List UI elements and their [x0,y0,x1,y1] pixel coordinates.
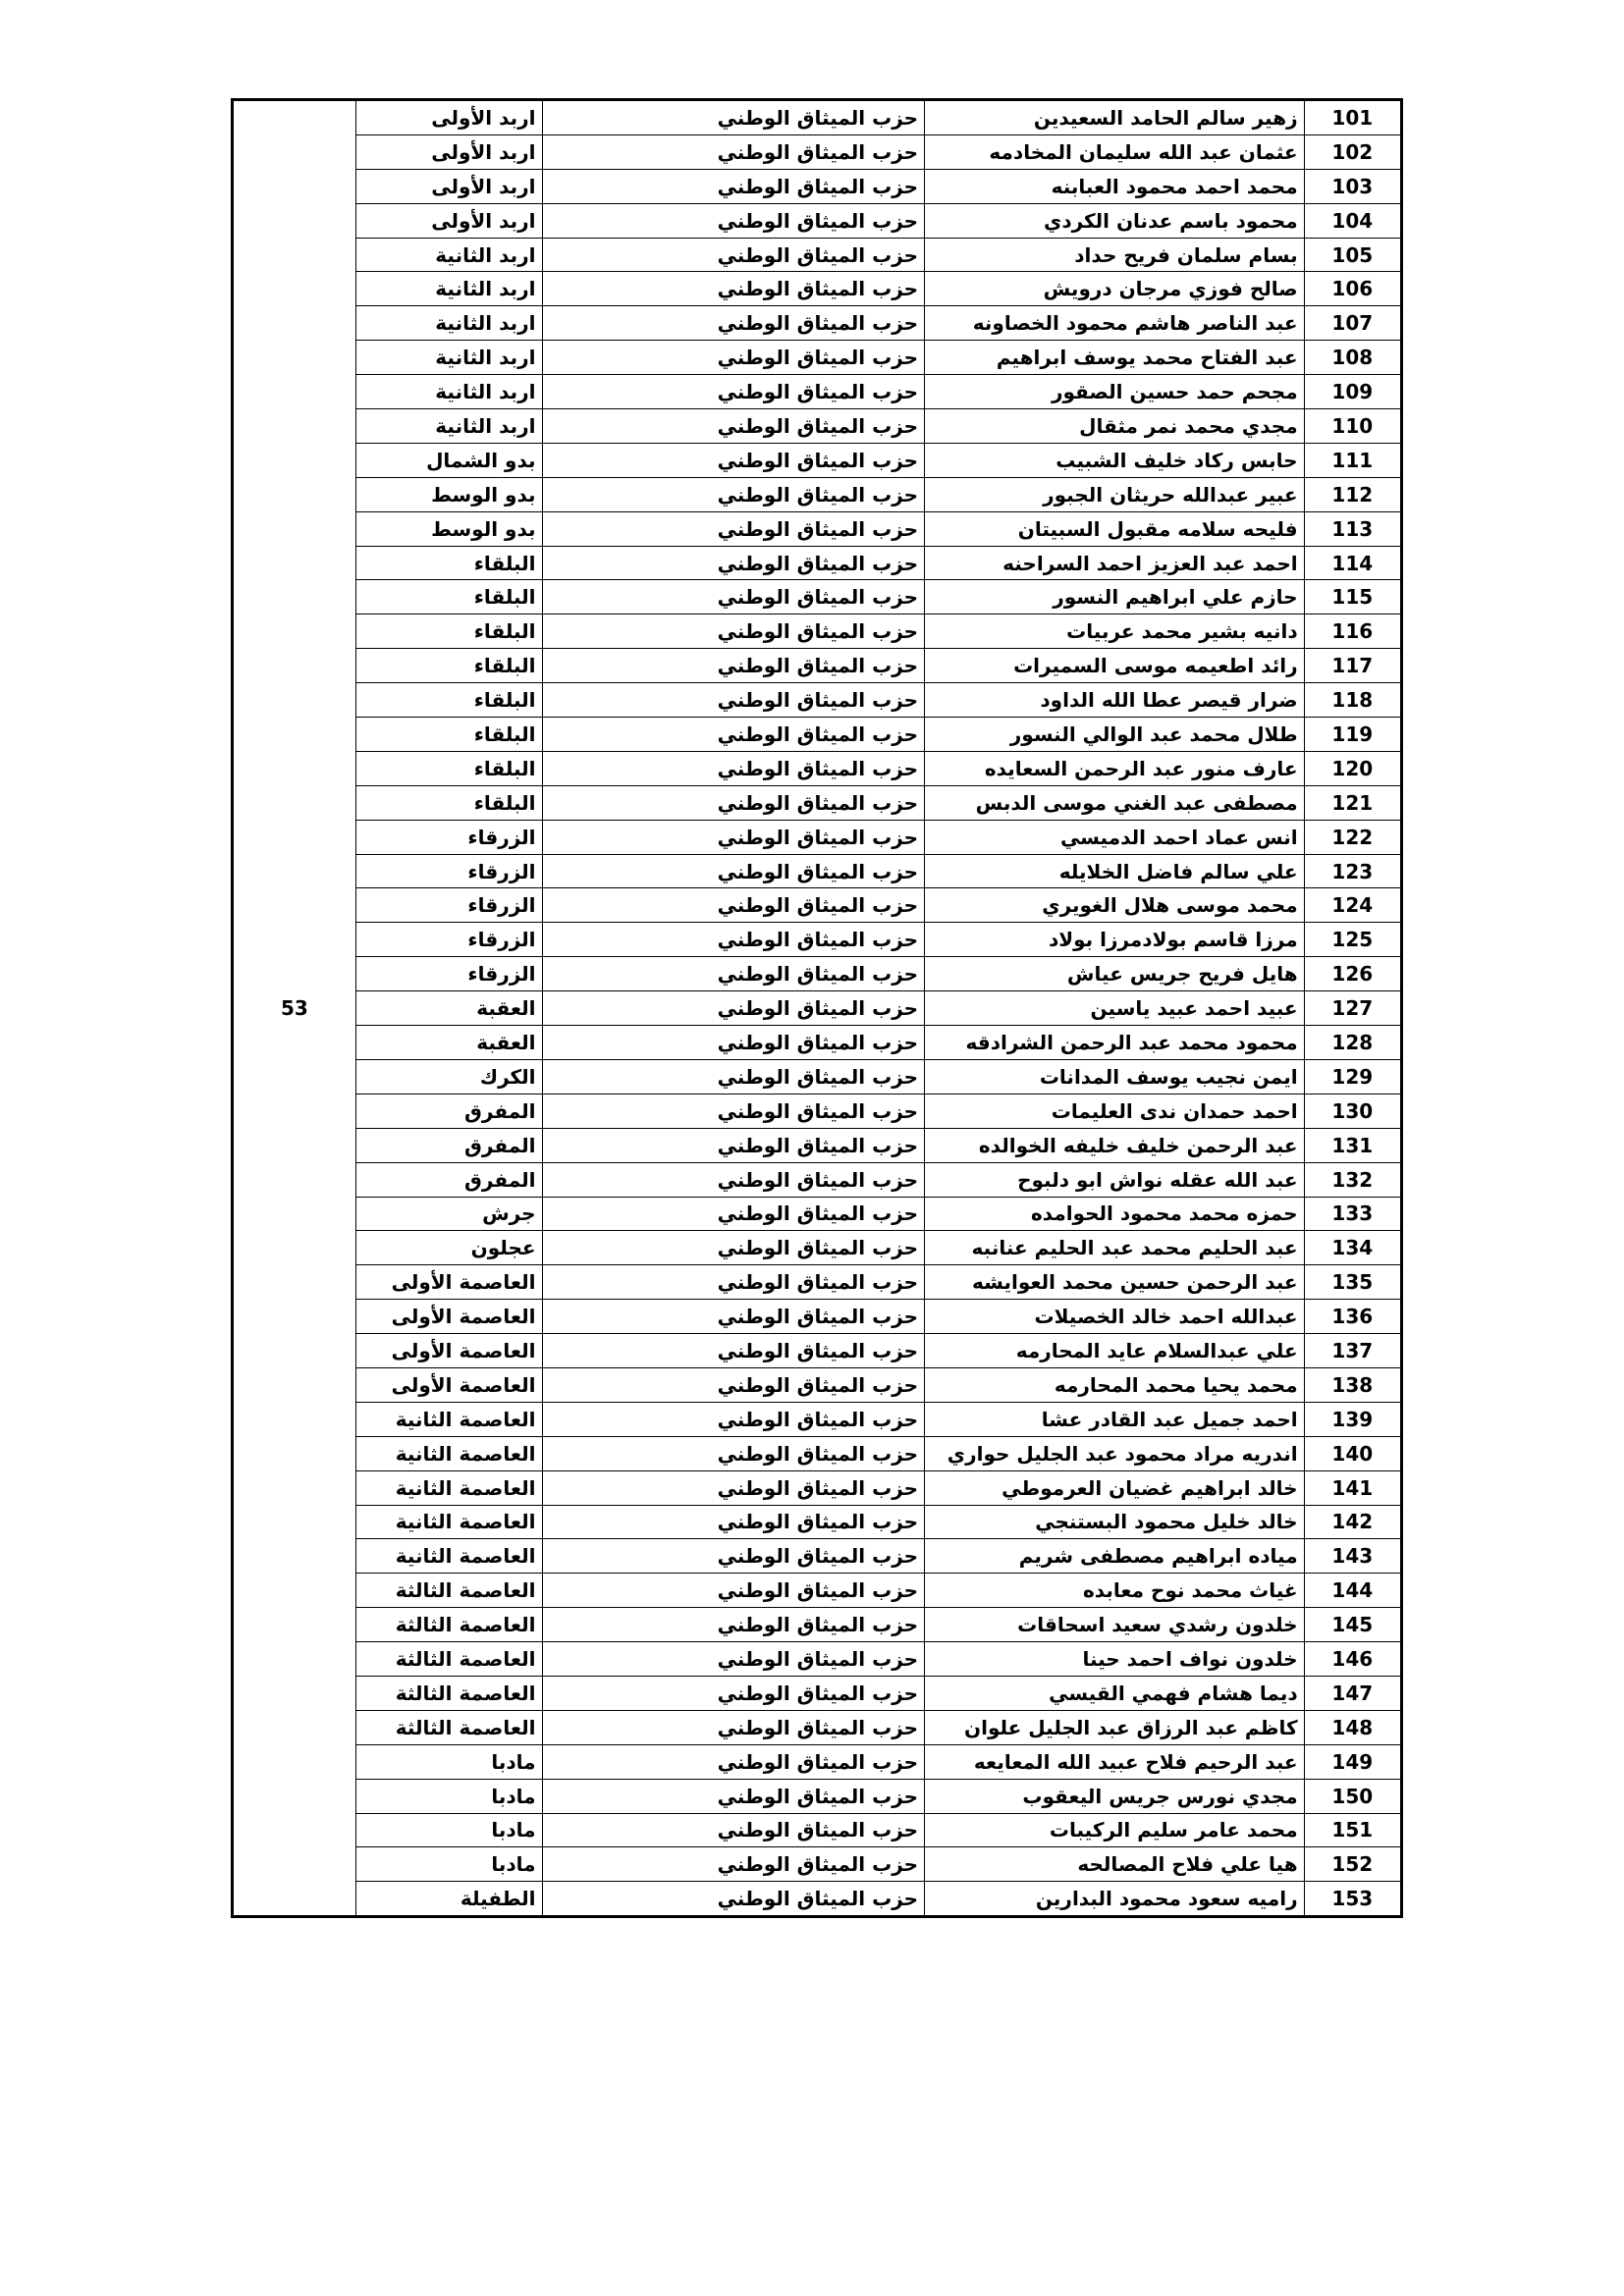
candidate-name: محمد عامر سليم الركيبات [925,1813,1305,1847]
row-number: 131 [1304,1128,1401,1162]
candidate-name: عبد الناصر هاشم محمود الخصاونه [925,306,1305,341]
party-name: حزب الميثاق الوطني [542,341,925,375]
table-row [233,306,1402,341]
candidate-name: احمد عبد العزيز احمد السراحنه [925,546,1305,580]
table-row [233,820,1402,854]
table-row [233,580,1402,614]
row-number: 132 [1304,1162,1401,1197]
table-row [233,1334,1402,1368]
row-number: 134 [1304,1231,1401,1265]
candidate-name: عبد الرحيم فلاح عبيد الله المعايعه [925,1744,1305,1779]
party-name: حزب الميثاق الوطني [542,718,925,752]
party-name: حزب الميثاق الوطني [542,1676,925,1710]
table-row [233,991,1402,1026]
candidates-table-body [233,100,1402,1917]
party-name: حزب الميثاق الوطني [542,1436,925,1470]
row-number: 147 [1304,1676,1401,1710]
table-row [233,238,1402,272]
candidate-name: خلدون نواف احمد حينا [925,1642,1305,1677]
district-name: العاصمة الثانية [355,1505,542,1539]
candidate-name: خالد خليل محمود البستنجي [925,1505,1305,1539]
table-row [233,1539,1402,1574]
district-name: اربد الأولى [355,134,542,169]
table-row [233,203,1402,238]
table-row [233,1710,1402,1744]
table-row [233,718,1402,752]
row-number: 119 [1304,718,1401,752]
table-row [233,1197,1402,1231]
table-row [233,341,1402,375]
candidate-name: عبد الله عقله نواش ابو دلبوح [925,1162,1305,1197]
party-name: حزب الميثاق الوطني [542,1744,925,1779]
district-name: بدو الشمال [355,443,542,477]
party-name: حزب الميثاق الوطني [542,923,925,957]
row-number: 125 [1304,923,1401,957]
candidate-name: احمد جميل عبد القادر عشا [925,1402,1305,1436]
district-name: الزرقاء [355,820,542,854]
table-row [233,854,1402,888]
party-name: حزب الميثاق الوطني [542,580,925,614]
candidate-name: عبد الفتاح محمد يوسف ابراهيم [925,341,1305,375]
row-number: 153 [1304,1882,1401,1917]
group-count: 53 [233,100,356,1917]
table-row [233,477,1402,511]
party-name: حزب الميثاق الوطني [542,306,925,341]
table-row [233,1847,1402,1882]
party-name: حزب الميثاق الوطني [542,785,925,820]
candidate-name: عبد الحليم محمد عبد الحليم عنانبه [925,1231,1305,1265]
candidate-name: هايل فريح جريس عياش [925,957,1305,991]
row-number: 105 [1304,238,1401,272]
district-name: اربد الأولى [355,203,542,238]
table-row [233,614,1402,649]
row-number: 128 [1304,1026,1401,1060]
row-number: 104 [1304,203,1401,238]
district-name: مادبا [355,1847,542,1882]
district-name: العقبة [355,1026,542,1060]
row-number: 112 [1304,477,1401,511]
party-name: حزب الميثاق الوطني [542,1367,925,1402]
table-row [233,1676,1402,1710]
table-row [233,1026,1402,1060]
district-name: العاصمة الثالثة [355,1710,542,1744]
table-row [233,375,1402,409]
table-row [233,1162,1402,1197]
row-number: 145 [1304,1608,1401,1642]
row-number: 115 [1304,580,1401,614]
district-name: الزرقاء [355,957,542,991]
district-name: بدو الوسط [355,511,542,546]
row-number: 109 [1304,375,1401,409]
district-name: اربد الثانية [355,306,542,341]
candidate-name: مصطفى عبد الغني موسى الدبس [925,785,1305,820]
party-name: حزب الميثاق الوطني [542,1470,925,1505]
district-name: الزرقاء [355,888,542,923]
table-row [233,683,1402,718]
candidate-name: فليحه سلامه مقبول السبيتان [925,511,1305,546]
candidate-name: احمد حمدان ندى العليمات [925,1094,1305,1128]
district-name: اربد الثانية [355,375,542,409]
party-name: حزب الميثاق الوطني [542,614,925,649]
district-name: العاصمة الثانية [355,1470,542,1505]
party-name: حزب الميثاق الوطني [542,1231,925,1265]
row-number: 118 [1304,683,1401,718]
row-number: 143 [1304,1539,1401,1574]
district-name: العقبة [355,991,542,1026]
row-number: 140 [1304,1436,1401,1470]
row-number: 121 [1304,785,1401,820]
party-name: حزب الميثاق الوطني [542,511,925,546]
row-number: 142 [1304,1505,1401,1539]
party-name: حزب الميثاق الوطني [542,1334,925,1368]
district-name: البلقاء [355,785,542,820]
district-name: العاصمة الأولى [355,1265,542,1300]
table-row [233,923,1402,957]
candidate-name: عبير عبدالله حريثان الجبور [925,477,1305,511]
district-name: البلقاء [355,683,542,718]
table-row [233,649,1402,683]
row-number: 102 [1304,134,1401,169]
district-name: العاصمة الأولى [355,1300,542,1334]
candidate-name: زهير سالم الحامد السعيدين [925,100,1305,135]
row-number: 137 [1304,1334,1401,1368]
row-number: 150 [1304,1779,1401,1813]
district-name: جرش [355,1197,542,1231]
party-name: حزب الميثاق الوطني [542,1779,925,1813]
district-name: الزرقاء [355,854,542,888]
party-name: حزب الميثاق الوطني [542,1059,925,1094]
table-row [233,1574,1402,1608]
row-number: 113 [1304,511,1401,546]
district-name: البلقاء [355,751,542,785]
district-name: الزرقاء [355,923,542,957]
table-row [233,272,1402,306]
party-name: حزب الميثاق الوطني [542,1608,925,1642]
table-row [233,100,1402,135]
party-name: حزب الميثاق الوطني [542,991,925,1026]
table-row [233,1505,1402,1539]
candidate-name: علي سالم فاضل الخلايله [925,854,1305,888]
candidate-name: عبد الرحمن حسين محمد العوايشه [925,1265,1305,1300]
table-row [233,443,1402,477]
candidate-name: اندريه مراد محمود عبد الجليل حواري [925,1436,1305,1470]
table-row [233,1436,1402,1470]
candidate-name: حابس ركاد خليف الشبيب [925,443,1305,477]
candidate-name: ايمن نجيب يوسف المدانات [925,1059,1305,1094]
table-row [233,1300,1402,1334]
party-name: حزب الميثاق الوطني [542,409,925,444]
party-name: حزب الميثاق الوطني [542,546,925,580]
party-name: حزب الميثاق الوطني [542,1539,925,1574]
district-name: بدو الوسط [355,477,542,511]
district-name: مادبا [355,1779,542,1813]
party-name: حزب الميثاق الوطني [542,1026,925,1060]
district-name: البلقاء [355,614,542,649]
district-name: العاصمة الثانية [355,1402,542,1436]
table-row [233,409,1402,444]
party-name: حزب الميثاق الوطني [542,238,925,272]
table-row [233,751,1402,785]
row-number: 135 [1304,1265,1401,1300]
district-name: المفرق [355,1094,542,1128]
row-number: 111 [1304,443,1401,477]
candidate-name: رائد اطعيمه موسى السميرات [925,649,1305,683]
row-number: 123 [1304,854,1401,888]
candidate-name: حازم علي ابراهيم النسور [925,580,1305,614]
party-name: حزب الميثاق الوطني [542,1402,925,1436]
party-name: حزب الميثاق الوطني [542,683,925,718]
candidate-name: محمود محمد عبد الرحمن الشرادقه [925,1026,1305,1060]
table-row [233,1231,1402,1265]
district-name: اربد الثانية [355,409,542,444]
table-row [233,1470,1402,1505]
party-name: حزب الميثاق الوطني [542,1162,925,1197]
candidates-table [231,98,1403,1918]
district-name: مادبا [355,1744,542,1779]
party-name: حزب الميثاق الوطني [542,1505,925,1539]
district-name: المفرق [355,1162,542,1197]
candidate-name: علي عبدالسلام عايد المحارمه [925,1334,1305,1368]
candidate-name: عثمان عبد الله سليمان المخادمه [925,134,1305,169]
table-row [233,1367,1402,1402]
row-number: 117 [1304,649,1401,683]
row-number: 122 [1304,820,1401,854]
row-number: 129 [1304,1059,1401,1094]
party-name: حزب الميثاق الوطني [542,820,925,854]
row-number: 120 [1304,751,1401,785]
party-name: حزب الميثاق الوطني [542,1813,925,1847]
district-name: العاصمة الأولى [355,1367,542,1402]
candidate-name: عارف منور عبد الرحمن السعايده [925,751,1305,785]
candidate-name: انس عماد احمد الدميسي [925,820,1305,854]
district-name: العاصمة الأولى [355,1334,542,1368]
party-name: حزب الميثاق الوطني [542,854,925,888]
candidate-name: خالد ابراهيم غضيان العرموطي [925,1470,1305,1505]
table-row [233,1779,1402,1813]
row-number: 116 [1304,614,1401,649]
candidate-name: خلدون رشدي سعيد اسحاقات [925,1608,1305,1642]
row-number: 126 [1304,957,1401,991]
party-name: حزب الميثاق الوطني [542,1265,925,1300]
table-row [233,1059,1402,1094]
district-name: الطفيلة [355,1882,542,1917]
party-name: حزب الميثاق الوطني [542,1882,925,1917]
candidate-name: كاظم عبد الرزاق عبد الجليل علوان [925,1710,1305,1744]
party-name: حزب الميثاق الوطني [542,649,925,683]
party-name: حزب الميثاق الوطني [542,751,925,785]
candidate-name: مياده ابراهيم مصطفى شريم [925,1539,1305,1574]
row-number: 124 [1304,888,1401,923]
row-number: 136 [1304,1300,1401,1334]
party-name: حزب الميثاق الوطني [542,1094,925,1128]
candidate-name: مجدي محمد نمر مثقال [925,409,1305,444]
party-name: حزب الميثاق الوطني [542,888,925,923]
candidate-name: محمد يحيا محمد المحارمه [925,1367,1305,1402]
candidate-name: حمزه محمد محمود الحوامده [925,1197,1305,1231]
row-number: 114 [1304,546,1401,580]
candidate-name: محمد موسى هلال الغويري [925,888,1305,923]
party-name: حزب الميثاق الوطني [542,1710,925,1744]
candidate-name: ديما هشام فهمي القيسي [925,1676,1305,1710]
row-number: 149 [1304,1744,1401,1779]
district-name: البلقاء [355,546,542,580]
party-name: حزب الميثاق الوطني [542,1642,925,1677]
party-name: حزب الميثاق الوطني [542,272,925,306]
table-row [233,1882,1402,1917]
candidate-name: عبدالله احمد خالد الخصيلات [925,1300,1305,1334]
district-name: مادبا [355,1813,542,1847]
table-row [233,785,1402,820]
candidate-name: عبد الرحمن خليف خليفه الخوالده [925,1128,1305,1162]
party-name: حزب الميثاق الوطني [542,169,925,203]
candidate-name: هيا علي فلاح المصالحه [925,1847,1305,1882]
table-row [233,1402,1402,1436]
party-name: حزب الميثاق الوطني [542,443,925,477]
district-name: البلقاء [355,718,542,752]
row-number: 108 [1304,341,1401,375]
party-name: حزب الميثاق الوطني [542,1574,925,1608]
district-name: العاصمة الثالثة [355,1574,542,1608]
row-number: 110 [1304,409,1401,444]
district-name: الكرك [355,1059,542,1094]
table-row [233,957,1402,991]
party-name: حزب الميثاق الوطني [542,1128,925,1162]
district-name: اربد الثانية [355,238,542,272]
row-number: 130 [1304,1094,1401,1128]
district-name: اربد الثانية [355,341,542,375]
district-name: البلقاء [355,580,542,614]
table-row [233,1608,1402,1642]
district-name: اربد الأولى [355,169,542,203]
district-name: عجلون [355,1231,542,1265]
candidate-name: محمد احمد محمود العبابنه [925,169,1305,203]
row-number: 146 [1304,1642,1401,1677]
table-row [233,134,1402,169]
row-number: 127 [1304,991,1401,1026]
table-row [233,1642,1402,1677]
row-number: 103 [1304,169,1401,203]
row-number: 106 [1304,272,1401,306]
district-name: العاصمة الثالثة [355,1642,542,1677]
party-name: حزب الميثاق الوطني [542,375,925,409]
row-number: 148 [1304,1710,1401,1744]
party-name: حزب الميثاق الوطني [542,134,925,169]
row-number: 101 [1304,100,1401,135]
party-name: حزب الميثاق الوطني [542,957,925,991]
candidate-name: راميه سعود محمود البدارين [925,1882,1305,1917]
candidate-name: مجحم حمد حسين الصقور [925,375,1305,409]
table-row [233,1813,1402,1847]
row-number: 152 [1304,1847,1401,1882]
table-row [233,511,1402,546]
party-name: حزب الميثاق الوطني [542,1197,925,1231]
district-name: العاصمة الثالثة [355,1608,542,1642]
candidate-name: مرزا قاسم بولادمرزا بولاد [925,923,1305,957]
table-row [233,1094,1402,1128]
table-row [233,1128,1402,1162]
candidate-name: صالح فوزي مرجان درويش [925,272,1305,306]
table-row [233,1744,1402,1779]
district-name: العاصمة الثانية [355,1436,542,1470]
district-name: اربد الثانية [355,272,542,306]
row-number: 144 [1304,1574,1401,1608]
district-name: العاصمة الثانية [355,1539,542,1574]
row-number: 107 [1304,306,1401,341]
candidate-name: بسام سلمان فريح حداد [925,238,1305,272]
candidate-name: عبيد احمد عبيد ياسين [925,991,1305,1026]
row-number: 138 [1304,1367,1401,1402]
candidate-name: ضرار قيصر عطا الله الداود [925,683,1305,718]
candidate-name: دانيه بشير محمد عربيات [925,614,1305,649]
table-row [233,888,1402,923]
party-name: حزب الميثاق الوطني [542,1300,925,1334]
row-number: 141 [1304,1470,1401,1505]
table-row [233,1265,1402,1300]
party-name: حزب الميثاق الوطني [542,1847,925,1882]
party-name: حزب الميثاق الوطني [542,477,925,511]
district-name: البلقاء [355,649,542,683]
candidate-name: مجدي نورس جريس اليعقوب [925,1779,1305,1813]
table-row [233,169,1402,203]
row-number: 133 [1304,1197,1401,1231]
table-row [233,546,1402,580]
candidate-name: طلال محمد عبد الوالي النسور [925,718,1305,752]
row-number: 151 [1304,1813,1401,1847]
district-name: اربد الأولى [355,100,542,135]
candidate-name: غياث محمد نوح معابده [925,1574,1305,1608]
district-name: العاصمة الثالثة [355,1676,542,1710]
district-name: المفرق [355,1128,542,1162]
candidate-name: محمود باسم عدنان الكردي [925,203,1305,238]
party-name: حزب الميثاق الوطني [542,203,925,238]
party-name: حزب الميثاق الوطني [542,100,925,135]
row-number: 139 [1304,1402,1401,1436]
